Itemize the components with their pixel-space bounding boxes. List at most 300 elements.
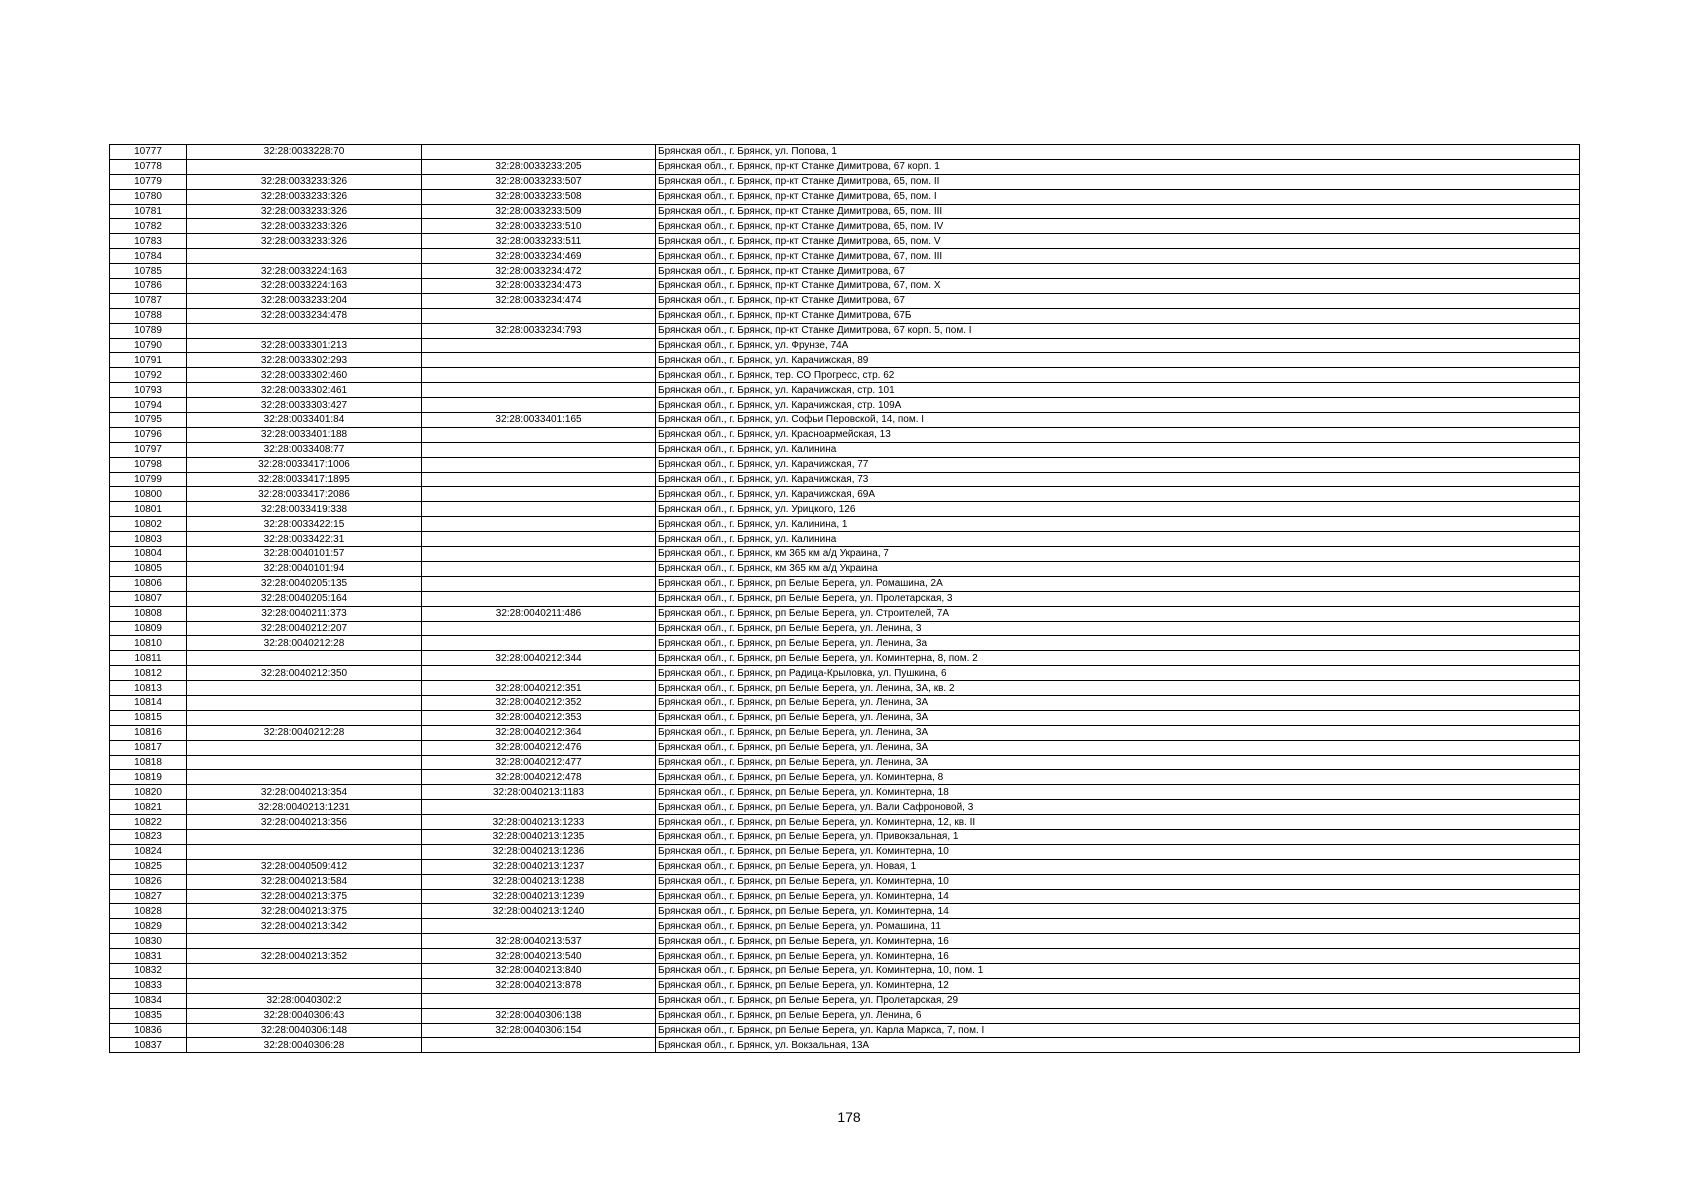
address-cell: Брянская обл., г. Брянск, рп Белые Берега, ул. Ромашина, 2А <box>656 576 1580 591</box>
cadastral-number-cell: 32:28:0040213:584 <box>187 874 422 889</box>
cadastral-number-cell: 32:28:0040509:412 <box>187 859 422 874</box>
address-cell: Брянская обл., г. Брянск, ул. Попова, 1 <box>656 145 1580 160</box>
cadastral-number-cell: 32:28:0033401:84 <box>187 413 422 428</box>
row-number-cell: 10836 <box>110 1023 187 1038</box>
cadastral-number-cell: 32:28:0033408:77 <box>187 442 422 457</box>
cadastral-number-cell: 32:28:0033224:163 <box>187 279 422 294</box>
related-cadastral-number-cell: 32:28:0033234:793 <box>422 323 656 338</box>
address-cell: Брянская обл., г. Брянск, ул. Софьи Перовской, 14, пом. I <box>656 413 1580 428</box>
row-number-cell: 10799 <box>110 472 187 487</box>
related-cadastral-number-cell: 32:28:0040213:1233 <box>422 815 656 830</box>
table-row <box>110 427 1580 442</box>
row-number-cell: 10818 <box>110 755 187 770</box>
table-row <box>110 919 1580 934</box>
related-cadastral-number-cell: 32:28:0040213:1237 <box>422 859 656 874</box>
related-cadastral-number-cell: 32:28:0033401:165 <box>422 413 656 428</box>
related-cadastral-number-cell: 32:28:0040306:154 <box>422 1023 656 1038</box>
address-cell: Брянская обл., г. Брянск, пр-кт Станке Димитрова, 67, пом. III <box>656 249 1580 264</box>
related-cadastral-number-cell <box>422 457 656 472</box>
table-row <box>110 949 1580 964</box>
address-cell: Брянская обл., г. Брянск, ул. Урицкого, 126 <box>656 502 1580 517</box>
table-row <box>110 249 1580 264</box>
table-row <box>110 353 1580 368</box>
table-row <box>110 398 1580 413</box>
row-number-cell: 10790 <box>110 338 187 353</box>
cadastral-number-cell: 32:28:0033401:188 <box>187 427 422 442</box>
cadastral-number-cell: 32:28:0033422:15 <box>187 517 422 532</box>
table-row <box>110 487 1580 502</box>
address-cell: Брянская обл., г. Брянск, рп Белые Берега, ул. Новая, 1 <box>656 859 1580 874</box>
cadastral-number-cell: 32:28:0040306:28 <box>187 1038 422 1053</box>
row-number-cell: 10812 <box>110 666 187 681</box>
table-row <box>110 695 1580 710</box>
row-number-cell: 10803 <box>110 532 187 547</box>
cadastral-number-cell: 32:28:0033422:31 <box>187 532 422 547</box>
row-number-cell: 10798 <box>110 457 187 472</box>
row-number-cell: 10784 <box>110 249 187 264</box>
row-number-cell: 10832 <box>110 963 187 978</box>
address-cell: Брянская обл., г. Брянск, рп Белые Берега, ул. Ленина, 3А <box>656 740 1580 755</box>
page-number: 178 <box>837 1109 861 1125</box>
row-number-cell: 10822 <box>110 815 187 830</box>
address-cell: Брянская обл., г. Брянск, ул. Фрунзе, 74А <box>656 338 1580 353</box>
address-cell: Брянская обл., г. Брянск, рп Белые Берега, ул. Коминтерна, 8, пом. 2 <box>656 651 1580 666</box>
related-cadastral-number-cell: 32:28:0033233:511 <box>422 234 656 249</box>
related-cadastral-number-cell: 32:28:0040213:1240 <box>422 904 656 919</box>
address-cell: Брянская обл., г. Брянск, рп Белые Берега, ул. Коминтерна, 10 <box>656 844 1580 859</box>
cadastral-number-cell: 32:28:0033303:427 <box>187 398 422 413</box>
row-number-cell: 10795 <box>110 413 187 428</box>
table-row <box>110 308 1580 323</box>
row-number-cell: 10782 <box>110 219 187 234</box>
related-cadastral-number-cell <box>422 145 656 160</box>
address-cell: Брянская обл., г. Брянск, пр-кт Станке Димитрова, 67 <box>656 264 1580 279</box>
address-cell: Брянская обл., г. Брянск, км 365 км а/д Украина, 7 <box>656 547 1580 562</box>
row-number-cell: 10837 <box>110 1038 187 1053</box>
row-number-cell: 10788 <box>110 308 187 323</box>
address-cell: Брянская обл., г. Брянск, рп Белые Берега, ул. Ленина, 6 <box>656 1008 1580 1023</box>
address-cell: Брянская обл., г. Брянск, рп Белые Берега, ул. Пролетарская, 3 <box>656 591 1580 606</box>
row-number-cell: 10793 <box>110 383 187 398</box>
cadastral-number-cell: 32:28:0033233:326 <box>187 204 422 219</box>
address-cell: Брянская обл., г. Брянск, рп Белые Берега, ул. Коминтерна, 12, кв. II <box>656 815 1580 830</box>
address-cell: Брянская обл., г. Брянск, ул. Карачижская, стр. 101 <box>656 383 1580 398</box>
row-number-cell: 10809 <box>110 621 187 636</box>
related-cadastral-number-cell <box>422 919 656 934</box>
row-number-cell: 10802 <box>110 517 187 532</box>
row-number-cell: 10805 <box>110 561 187 576</box>
cadastral-number-cell: 32:28:0040101:57 <box>187 547 422 562</box>
row-number-cell: 10804 <box>110 547 187 562</box>
cadastral-number-cell: 32:28:0040212:207 <box>187 621 422 636</box>
related-cadastral-number-cell <box>422 993 656 1008</box>
address-cell: Брянская обл., г. Брянск, пр-кт Станке Димитрова, 67 корп. 1 <box>656 159 1580 174</box>
table-row <box>110 383 1580 398</box>
related-cadastral-number-cell: 32:28:0040212:352 <box>422 695 656 710</box>
related-cadastral-number-cell <box>422 517 656 532</box>
table-row <box>110 651 1580 666</box>
row-number-cell: 10819 <box>110 770 187 785</box>
address-cell: Брянская обл., г. Брянск, рп Белые Берега, ул. Коминтерна, 16 <box>656 934 1580 949</box>
row-number-cell: 10778 <box>110 159 187 174</box>
address-cell: Брянская обл., г. Брянск, ул. Карачижская, стр. 109А <box>656 398 1580 413</box>
related-cadastral-number-cell <box>422 353 656 368</box>
address-cell: Брянская обл., г. Брянск, рп Белые Берега, ул. Ленина, 3А <box>656 755 1580 770</box>
related-cadastral-number-cell: 32:28:0040212:351 <box>422 681 656 696</box>
address-cell: Брянская обл., г. Брянск, пр-кт Станке Димитрова, 67 корп. 5, пом. I <box>656 323 1580 338</box>
related-cadastral-number-cell <box>422 338 656 353</box>
row-number-cell: 10821 <box>110 800 187 815</box>
address-cell: Брянская обл., г. Брянск, ул. Карачижская, 77 <box>656 457 1580 472</box>
address-cell: Брянская обл., г. Брянск, рп Белые Берега, ул. Коминтерна, 14 <box>656 904 1580 919</box>
address-cell: Брянская обл., г. Брянск, ул. Красноармейская, 13 <box>656 427 1580 442</box>
related-cadastral-number-cell: 32:28:0040212:344 <box>422 651 656 666</box>
row-number-cell: 10811 <box>110 651 187 666</box>
related-cadastral-number-cell: 32:28:0040212:364 <box>422 725 656 740</box>
related-cadastral-number-cell: 32:28:0040212:477 <box>422 755 656 770</box>
table-body <box>110 145 1580 1053</box>
address-cell: Брянская обл., г. Брянск, рп Белые Берега, ул. Ленина, 3А <box>656 725 1580 740</box>
row-number-cell: 10827 <box>110 889 187 904</box>
table-row <box>110 189 1580 204</box>
address-cell: Брянская обл., г. Брянск, рп Белые Берега, ул. Коминтерна, 8 <box>656 770 1580 785</box>
cadastral-number-cell: 32:28:0033233:326 <box>187 234 422 249</box>
table-row <box>110 576 1580 591</box>
related-cadastral-number-cell: 32:28:0033234:469 <box>422 249 656 264</box>
row-number-cell: 10785 <box>110 264 187 279</box>
row-number-cell: 10808 <box>110 606 187 621</box>
cadastral-number-cell: 32:28:0040212:28 <box>187 636 422 651</box>
row-number-cell: 10786 <box>110 279 187 294</box>
related-cadastral-number-cell: 32:28:0033233:509 <box>422 204 656 219</box>
cadastral-number-cell: 32:28:0040213:352 <box>187 949 422 964</box>
cadastral-number-cell <box>187 770 422 785</box>
table-row <box>110 264 1580 279</box>
table-row <box>110 204 1580 219</box>
cadastral-number-cell: 32:28:0033302:293 <box>187 353 422 368</box>
row-number-cell: 10781 <box>110 204 187 219</box>
related-cadastral-number-cell <box>422 427 656 442</box>
cadastral-number-cell: 32:28:0033419:338 <box>187 502 422 517</box>
cadastral-number-cell: 32:28:0033302:461 <box>187 383 422 398</box>
related-cadastral-number-cell: 32:28:0033234:474 <box>422 293 656 308</box>
row-number-cell: 10796 <box>110 427 187 442</box>
row-number-cell: 10823 <box>110 829 187 844</box>
cadastral-number-cell <box>187 740 422 755</box>
address-cell: Брянская обл., г. Брянск, рп Белые Берега, ул. Ленина, 3а <box>656 636 1580 651</box>
cadastral-number-cell: 32:28:0033224:163 <box>187 264 422 279</box>
related-cadastral-number-cell: 32:28:0033233:205 <box>422 159 656 174</box>
table-row <box>110 963 1580 978</box>
row-number-cell: 10794 <box>110 398 187 413</box>
table-row <box>110 710 1580 725</box>
table-row <box>110 606 1580 621</box>
related-cadastral-number-cell <box>422 636 656 651</box>
row-number-cell: 10820 <box>110 785 187 800</box>
row-number-cell: 10829 <box>110 919 187 934</box>
row-number-cell: 10813 <box>110 681 187 696</box>
table-row <box>110 561 1580 576</box>
address-cell: Брянская обл., г. Брянск, ул. Карачижская, 69А <box>656 487 1580 502</box>
related-cadastral-number-cell: 32:28:0040213:1236 <box>422 844 656 859</box>
address-cell: Брянская обл., г. Брянск, рп Белые Берега, ул. Пролетарская, 29 <box>656 993 1580 1008</box>
table-row <box>110 859 1580 874</box>
address-cell: Брянская обл., г. Брянск, рп Белые Берега, ул. Коминтерна, 10 <box>656 874 1580 889</box>
related-cadastral-number-cell <box>422 547 656 562</box>
related-cadastral-number-cell: 32:28:0040211:486 <box>422 606 656 621</box>
cadastral-number-cell <box>187 651 422 666</box>
cadastral-number-cell <box>187 844 422 859</box>
row-number-cell: 10814 <box>110 695 187 710</box>
address-cell: Брянская обл., г. Брянск, рп Белые Берега, ул. Ленина, 3А <box>656 710 1580 725</box>
related-cadastral-number-cell: 32:28:0033234:473 <box>422 279 656 294</box>
table-row <box>110 785 1580 800</box>
table-row <box>110 517 1580 532</box>
address-cell: Брянская обл., г. Брянск, тер. СО Прогресс, стр. 62 <box>656 368 1580 383</box>
address-cell: Брянская обл., г. Брянск, рп Белые Берега, ул. Коминтерна, 18 <box>656 785 1580 800</box>
cadastral-number-cell: 32:28:0040213:1231 <box>187 800 422 815</box>
cadastral-number-cell <box>187 829 422 844</box>
row-number-cell: 10831 <box>110 949 187 964</box>
related-cadastral-number-cell <box>422 368 656 383</box>
table-row <box>110 725 1580 740</box>
related-cadastral-number-cell <box>422 472 656 487</box>
table-row <box>110 219 1580 234</box>
related-cadastral-number-cell <box>422 442 656 457</box>
table-row <box>110 904 1580 919</box>
related-cadastral-number-cell: 32:28:0040213:537 <box>422 934 656 949</box>
address-cell: Брянская обл., г. Брянск, пр-кт Станке Димитрова, 65, пом. IV <box>656 219 1580 234</box>
cadastral-number-cell <box>187 681 422 696</box>
table-row <box>110 1038 1580 1053</box>
row-number-cell: 10834 <box>110 993 187 1008</box>
table-row <box>110 368 1580 383</box>
related-cadastral-number-cell <box>422 487 656 502</box>
row-number-cell: 10800 <box>110 487 187 502</box>
table-row <box>110 993 1580 1008</box>
row-number-cell: 10787 <box>110 293 187 308</box>
row-number-cell: 10780 <box>110 189 187 204</box>
cadastral-number-cell: 32:28:0040306:43 <box>187 1008 422 1023</box>
cadastral-number-cell: 32:28:0040212:350 <box>187 666 422 681</box>
table-row <box>110 1023 1580 1038</box>
table-row <box>110 889 1580 904</box>
cadastral-number-cell <box>187 963 422 978</box>
address-cell: Брянская обл., г. Брянск, пр-кт Станке Димитрова, 67, пом. X <box>656 279 1580 294</box>
cadastral-number-cell: 32:28:0033233:204 <box>187 293 422 308</box>
table-row <box>110 457 1580 472</box>
cadastral-number-cell: 32:28:0033233:326 <box>187 189 422 204</box>
table-row <box>110 293 1580 308</box>
related-cadastral-number-cell <box>422 591 656 606</box>
address-cell: Брянская обл., г. Брянск, ул. Калинина <box>656 532 1580 547</box>
cadastral-number-cell: 32:28:0033417:1895 <box>187 472 422 487</box>
table-row <box>110 413 1580 428</box>
address-cell: Брянская обл., г. Брянск, рп Белые Берега, ул. Карла Маркса, 7, пом. I <box>656 1023 1580 1038</box>
cadastral-number-cell: 32:28:0040213:356 <box>187 815 422 830</box>
address-cell: Брянская обл., г. Брянск, пр-кт Станке Димитрова, 65, пом. V <box>656 234 1580 249</box>
related-cadastral-number-cell: 32:28:0040212:476 <box>422 740 656 755</box>
row-number-cell: 10817 <box>110 740 187 755</box>
table-row <box>110 279 1580 294</box>
cadastral-number-cell: 32:28:0040205:135 <box>187 576 422 591</box>
row-number-cell: 10835 <box>110 1008 187 1023</box>
table-row <box>110 829 1580 844</box>
related-cadastral-number-cell: 32:28:0040213:1183 <box>422 785 656 800</box>
row-number-cell: 10810 <box>110 636 187 651</box>
related-cadastral-number-cell <box>422 576 656 591</box>
related-cadastral-number-cell: 32:28:0033233:510 <box>422 219 656 234</box>
related-cadastral-number-cell <box>422 398 656 413</box>
cadastral-number-cell: 32:28:0040205:164 <box>187 591 422 606</box>
table-row <box>110 442 1580 457</box>
row-number-cell: 10816 <box>110 725 187 740</box>
table-row <box>110 636 1580 651</box>
table-row <box>110 755 1580 770</box>
address-cell: Брянская обл., г. Брянск, ул. Калинина <box>656 442 1580 457</box>
cadastral-number-cell <box>187 934 422 949</box>
row-number-cell: 10783 <box>110 234 187 249</box>
row-number-cell: 10791 <box>110 353 187 368</box>
row-number-cell: 10830 <box>110 934 187 949</box>
table-row <box>110 621 1580 636</box>
table-row <box>110 844 1580 859</box>
address-cell: Брянская обл., г. Брянск, рп Белые Берега, ул. Строителей, 7А <box>656 606 1580 621</box>
cadastral-number-cell: 32:28:0040306:148 <box>187 1023 422 1038</box>
address-cell: Брянская обл., г. Брянск, пр-кт Станке Димитрова, 67 <box>656 293 1580 308</box>
table-row <box>110 666 1580 681</box>
related-cadastral-number-cell: 32:28:0040213:1235 <box>422 829 656 844</box>
address-cell: Брянская обл., г. Брянск, пр-кт Станке Димитрова, 65, пом. II <box>656 174 1580 189</box>
table-row <box>110 145 1580 160</box>
related-cadastral-number-cell <box>422 666 656 681</box>
cadastral-number-cell <box>187 159 422 174</box>
table-row <box>110 978 1580 993</box>
address-cell: Брянская обл., г. Брянск, рп Радица-Крыловка, ул. Пушкина, 6 <box>656 666 1580 681</box>
address-cell: Брянская обл., г. Брянск, рп Белые Берега, ул. Ленина, 3А <box>656 695 1580 710</box>
cadastral-number-cell <box>187 249 422 264</box>
cadastral-number-cell <box>187 978 422 993</box>
table-row <box>110 591 1580 606</box>
table-row <box>110 234 1580 249</box>
table-row <box>110 547 1580 562</box>
related-cadastral-number-cell: 32:28:0033234:472 <box>422 264 656 279</box>
row-number-cell: 10825 <box>110 859 187 874</box>
cadastral-number-cell: 32:28:0033233:326 <box>187 174 422 189</box>
cadastral-number-cell: 32:28:0033417:2086 <box>187 487 422 502</box>
related-cadastral-number-cell: 32:28:0033233:507 <box>422 174 656 189</box>
table-row <box>110 174 1580 189</box>
related-cadastral-number-cell: 32:28:0040212:353 <box>422 710 656 725</box>
table-row <box>110 1008 1580 1023</box>
cadastral-number-cell: 32:28:0040212:28 <box>187 725 422 740</box>
address-cell: Брянская обл., г. Брянск, пр-кт Станке Димитрова, 67Б <box>656 308 1580 323</box>
address-cell: Брянская обл., г. Брянск, рп Белые Берега, ул. Коминтерна, 14 <box>656 889 1580 904</box>
cadastral-number-cell: 32:28:0033301:213 <box>187 338 422 353</box>
cadastral-number-cell: 32:28:0033228:70 <box>187 145 422 160</box>
row-number-cell: 10828 <box>110 904 187 919</box>
table-row <box>110 159 1580 174</box>
related-cadastral-number-cell <box>422 800 656 815</box>
table-row <box>110 815 1580 830</box>
cadastral-number-cell: 32:28:0040302:2 <box>187 993 422 1008</box>
related-cadastral-number-cell: 32:28:0040213:1238 <box>422 874 656 889</box>
related-cadastral-number-cell <box>422 383 656 398</box>
cadastral-number-cell: 32:28:0040211:373 <box>187 606 422 621</box>
table-row <box>110 934 1580 949</box>
table-row <box>110 502 1580 517</box>
cadastral-number-cell: 32:28:0033302:460 <box>187 368 422 383</box>
table-row <box>110 472 1580 487</box>
table-row <box>110 338 1580 353</box>
address-cell: Брянская обл., г. Брянск, рп Белые Берега, ул. Ленина, 3А, кв. 2 <box>656 681 1580 696</box>
cadastral-number-cell <box>187 695 422 710</box>
row-number-cell: 10779 <box>110 174 187 189</box>
table-row <box>110 770 1580 785</box>
related-cadastral-number-cell <box>422 308 656 323</box>
address-cell: Брянская обл., г. Брянск, рп Белые Берега, ул. Коминтерна, 10, пом. 1 <box>656 963 1580 978</box>
row-number-cell: 10824 <box>110 844 187 859</box>
address-cell: Брянская обл., г. Брянск, рп Белые Берега, ул. Привокзальная, 1 <box>656 829 1580 844</box>
related-cadastral-number-cell <box>422 532 656 547</box>
row-number-cell: 10777 <box>110 145 187 160</box>
row-number-cell: 10797 <box>110 442 187 457</box>
address-cell: Брянская обл., г. Брянск, рп Белые Берега, ул. Ромашина, 11 <box>656 919 1580 934</box>
address-cell: Брянская обл., г. Брянск, км 365 км а/д Украина <box>656 561 1580 576</box>
cadastral-number-cell <box>187 710 422 725</box>
cadastral-number-cell: 32:28:0040213:375 <box>187 889 422 904</box>
cadastral-number-cell: 32:28:0033417:1006 <box>187 457 422 472</box>
table-row <box>110 740 1580 755</box>
related-cadastral-number-cell: 32:28:0040213:878 <box>422 978 656 993</box>
cadastral-number-cell: 32:28:0040213:375 <box>187 904 422 919</box>
table-row <box>110 800 1580 815</box>
table-row <box>110 874 1580 889</box>
row-number-cell: 10789 <box>110 323 187 338</box>
address-cell: Брянская обл., г. Брянск, рп Белые Берега, ул. Коминтерна, 16 <box>656 949 1580 964</box>
address-cell: Брянская обл., г. Брянск, рп Белые Берега, ул. Коминтерна, 12 <box>656 978 1580 993</box>
row-number-cell: 10792 <box>110 368 187 383</box>
table-row <box>110 681 1580 696</box>
address-cell: Брянская обл., г. Брянск, ул. Карачижская, 89 <box>656 353 1580 368</box>
cadastral-number-cell: 32:28:0040101:94 <box>187 561 422 576</box>
table-row <box>110 532 1580 547</box>
row-number-cell: 10801 <box>110 502 187 517</box>
related-cadastral-number-cell: 32:28:0040213:1239 <box>422 889 656 904</box>
related-cadastral-number-cell: 32:28:0040306:138 <box>422 1008 656 1023</box>
related-cadastral-number-cell <box>422 502 656 517</box>
related-cadastral-number-cell: 32:28:0040213:840 <box>422 963 656 978</box>
table-row <box>110 323 1580 338</box>
cadastral-number-cell <box>187 323 422 338</box>
cadastral-number-cell: 32:28:0040213:342 <box>187 919 422 934</box>
row-number-cell: 10807 <box>110 591 187 606</box>
address-cell: Брянская обл., г. Брянск, пр-кт Станке Димитрова, 65, пом. I <box>656 189 1580 204</box>
related-cadastral-number-cell: 32:28:0040212:478 <box>422 770 656 785</box>
related-cadastral-number-cell: 32:28:0033233:508 <box>422 189 656 204</box>
related-cadastral-number-cell <box>422 1038 656 1053</box>
cadastral-number-cell <box>187 755 422 770</box>
property-table <box>109 144 1580 1053</box>
address-cell: Брянская обл., г. Брянск, рп Белые Берега, ул. Вали Сафроновой, 3 <box>656 800 1580 815</box>
address-cell: Брянская обл., г. Брянск, ул. Карачижская, 73 <box>656 472 1580 487</box>
cadastral-number-cell: 32:28:0033233:326 <box>187 219 422 234</box>
cadastral-number-cell: 32:28:0033234:478 <box>187 308 422 323</box>
related-cadastral-number-cell: 32:28:0040213:540 <box>422 949 656 964</box>
address-cell: Брянская обл., г. Брянск, ул. Вокзальная, 13А <box>656 1038 1580 1053</box>
address-cell: Брянская обл., г. Брянск, пр-кт Станке Димитрова, 65, пом. III <box>656 204 1580 219</box>
row-number-cell: 10815 <box>110 710 187 725</box>
